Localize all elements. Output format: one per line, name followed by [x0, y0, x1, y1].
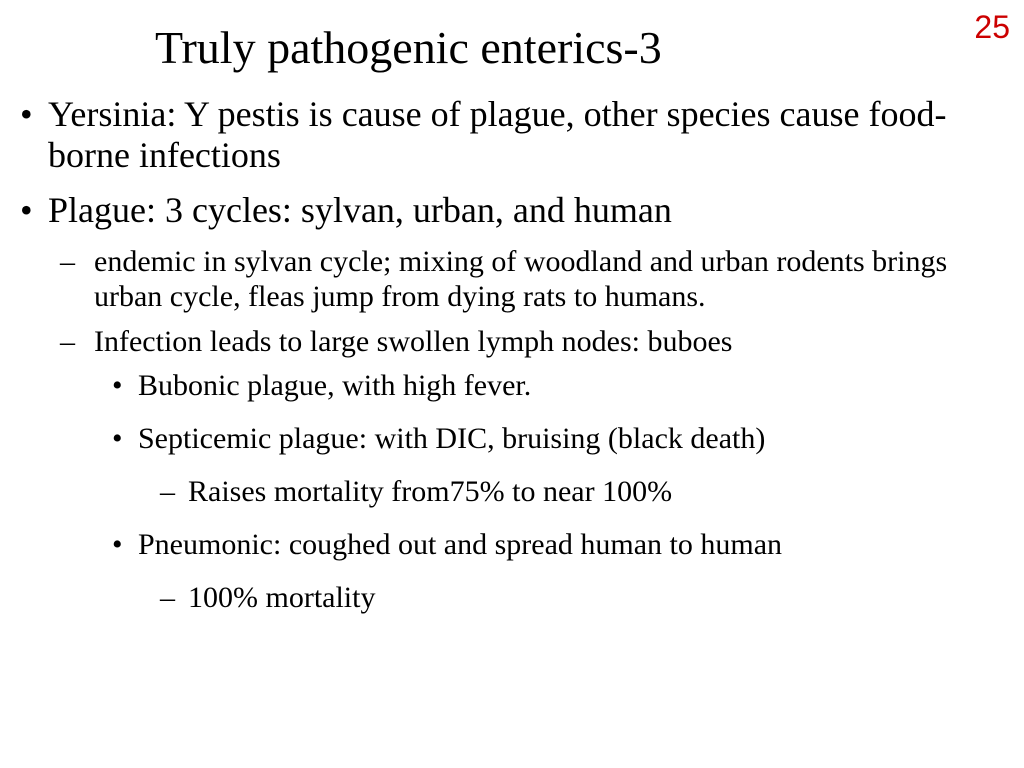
item-text: Bubonic plague, with high fever.	[138, 369, 532, 403]
bullet-icon: •	[112, 527, 123, 561]
subbullet-text: endemic in sylvan cycle; mixing of woodland and urban rodents brings urban cycle, fleas jump from dying rats to humans.	[94, 245, 948, 313]
item-text: Septicemic plague: with DIC, bruising (black death)	[138, 422, 766, 456]
bullet-plague	[20, 190, 1010, 231]
item-bubonic	[112, 369, 1010, 404]
subbullet-infection	[60, 325, 1010, 360]
item-septicemic	[112, 422, 1010, 457]
bullet-yersinia	[20, 94, 1010, 176]
dash-icon: –	[60, 324, 75, 358]
bullet-icon: •	[20, 190, 33, 231]
subbullet-text: Infection leads to large swollen lymph nodes: buboes	[94, 324, 733, 358]
subitem-septicemic-mortality	[160, 475, 1010, 510]
slide-number: 25	[974, 9, 1010, 45]
slide-content	[20, 94, 1010, 633]
bullet-icon: •	[112, 369, 123, 403]
dash-icon: –	[160, 475, 175, 509]
item-pneumonic	[112, 528, 1010, 563]
bullet-text: Plague: 3 cycles: sylvan, urban, and human	[48, 190, 672, 231]
subitem-text: Raises mortality from75% to near 100%	[188, 475, 673, 509]
bullet-text: Yersinia: Y pestis is cause of plague, other species cause food-borne infections	[48, 94, 947, 176]
subbullet-endemic	[60, 245, 1010, 315]
dash-icon: –	[60, 245, 75, 279]
bullet-icon: •	[20, 94, 33, 134]
bullet-icon: •	[112, 422, 123, 456]
item-text: Pneumonic: coughed out and spread human to human	[138, 527, 783, 561]
slide-title: Truly pathogenic enterics-3	[155, 22, 662, 73]
dash-icon: –	[160, 580, 175, 614]
subitem-pneumonic-mortality	[160, 581, 1010, 616]
subitem-text: 100% mortality	[188, 580, 376, 614]
